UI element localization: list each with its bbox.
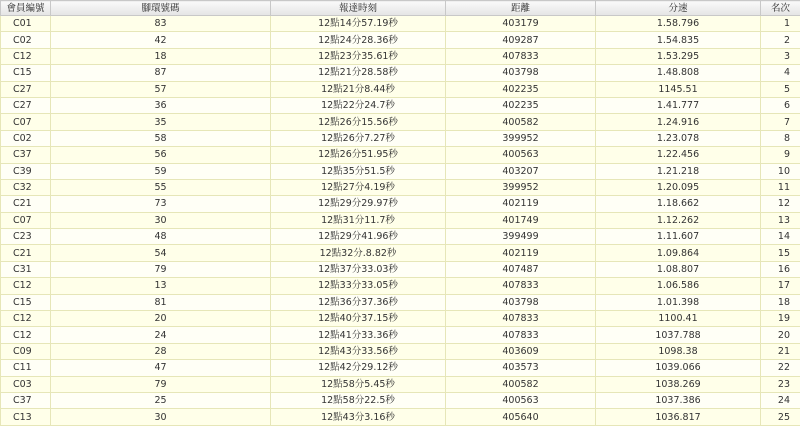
cell-arrival-time: 12點40分37.15秒 xyxy=(271,311,446,327)
cell-arrival-time: 12點22分24.7秒 xyxy=(271,97,446,113)
cell-distance: 402235 xyxy=(446,97,596,113)
cell-speed: 1039.066 xyxy=(596,360,761,376)
cell-member-id: C21 xyxy=(1,196,51,212)
cell-arrival-time: 12點32分.8.82秒 xyxy=(271,245,446,261)
cell-speed: 1.08.807 xyxy=(596,261,761,277)
cell-member-id: C15 xyxy=(1,294,51,310)
cell-speed: 1.22.456 xyxy=(596,147,761,163)
cell-distance: 402235 xyxy=(446,81,596,97)
cell-distance: 403798 xyxy=(446,294,596,310)
cell-speed: 1.11.607 xyxy=(596,229,761,245)
cell-speed: 1.54.835 xyxy=(596,32,761,48)
cell-member-id: C21 xyxy=(1,245,51,261)
cell-rank: 18 xyxy=(761,294,800,310)
table-row[interactable] xyxy=(1,229,800,245)
column-header-rank[interactable]: 名次 xyxy=(761,1,800,16)
cell-arrival-time: 12點42分29.12秒 xyxy=(271,360,446,376)
cell-arrival-time: 12點41分33.36秒 xyxy=(271,327,446,343)
cell-member-id: C27 xyxy=(1,81,51,97)
cell-ring-number: 30 xyxy=(51,409,271,425)
cell-member-id: C12 xyxy=(1,48,51,64)
cell-arrival-time: 12點33分33.05秒 xyxy=(271,278,446,294)
cell-distance: 400563 xyxy=(446,392,596,408)
cell-speed: 1098.38 xyxy=(596,343,761,359)
cell-rank: 3 xyxy=(761,48,800,64)
cell-member-id: C32 xyxy=(1,179,51,195)
cell-member-id: C37 xyxy=(1,147,51,163)
cell-speed: 1145.51 xyxy=(596,81,761,97)
cell-distance: 403798 xyxy=(446,65,596,81)
cell-rank: 22 xyxy=(761,360,800,376)
table-row[interactable] xyxy=(1,261,800,277)
cell-arrival-time: 12點27分4.19秒 xyxy=(271,179,446,195)
cell-ring-number: 30 xyxy=(51,212,271,228)
cell-ring-number: 36 xyxy=(51,97,271,113)
cell-arrival-time: 12點14分57.19秒 xyxy=(271,16,446,32)
cell-distance: 402119 xyxy=(446,196,596,212)
cell-distance: 403573 xyxy=(446,360,596,376)
cell-arrival-time: 12點21分28.58秒 xyxy=(271,65,446,81)
cell-ring-number: 79 xyxy=(51,261,271,277)
cell-rank: 16 xyxy=(761,261,800,277)
cell-speed: 1.09.864 xyxy=(596,245,761,261)
cell-arrival-time: 12點31分11.7秒 xyxy=(271,212,446,228)
cell-ring-number: 59 xyxy=(51,163,271,179)
cell-member-id: C12 xyxy=(1,327,51,343)
cell-speed: 1.01.398 xyxy=(596,294,761,310)
column-header-member-id[interactable]: 會員編號 xyxy=(1,1,51,16)
cell-ring-number: 35 xyxy=(51,114,271,130)
cell-rank: 1 xyxy=(761,16,800,32)
cell-ring-number: 20 xyxy=(51,311,271,327)
table-row[interactable] xyxy=(1,360,800,376)
cell-distance: 407833 xyxy=(446,311,596,327)
cell-distance: 407833 xyxy=(446,327,596,343)
cell-arrival-time: 12點37分33.03秒 xyxy=(271,261,446,277)
cell-ring-number: 81 xyxy=(51,294,271,310)
table-row[interactable] xyxy=(1,130,800,146)
table-row[interactable] xyxy=(1,147,800,163)
cell-distance: 403207 xyxy=(446,163,596,179)
cell-member-id: C13 xyxy=(1,409,51,425)
cell-distance: 403179 xyxy=(446,16,596,32)
cell-arrival-time: 12點23分35.61秒 xyxy=(271,48,446,64)
cell-rank: 25 xyxy=(761,409,800,425)
cell-distance: 400563 xyxy=(446,147,596,163)
cell-speed: 1.18.662 xyxy=(596,196,761,212)
cell-distance: 407833 xyxy=(446,48,596,64)
cell-arrival-time: 12點26分7.27秒 xyxy=(271,130,446,146)
cell-arrival-time: 12點26分15.56秒 xyxy=(271,114,446,130)
cell-rank: 12 xyxy=(761,196,800,212)
cell-rank: 20 xyxy=(761,327,800,343)
cell-member-id: C03 xyxy=(1,376,51,392)
cell-ring-number: 48 xyxy=(51,229,271,245)
table-row[interactable] xyxy=(1,294,800,310)
cell-arrival-time: 12點58分5.45秒 xyxy=(271,376,446,392)
table-row[interactable] xyxy=(1,163,800,179)
cell-distance: 399952 xyxy=(446,130,596,146)
cell-distance: 405640 xyxy=(446,409,596,425)
cell-speed: 1100.41 xyxy=(596,311,761,327)
cell-ring-number: 24 xyxy=(51,327,271,343)
cell-distance: 409287 xyxy=(446,32,596,48)
table-row[interactable] xyxy=(1,327,800,343)
cell-ring-number: 13 xyxy=(51,278,271,294)
cell-rank: 2 xyxy=(761,32,800,48)
table-row[interactable] xyxy=(1,343,800,359)
cell-distance: 399952 xyxy=(446,179,596,195)
cell-member-id: C07 xyxy=(1,212,51,228)
cell-arrival-time: 12點43分33.56秒 xyxy=(271,343,446,359)
table-row[interactable] xyxy=(1,16,800,32)
cell-member-id: C37 xyxy=(1,392,51,408)
cell-ring-number: 79 xyxy=(51,376,271,392)
cell-member-id: C12 xyxy=(1,278,51,294)
cell-member-id: C23 xyxy=(1,229,51,245)
cell-distance: 402119 xyxy=(446,245,596,261)
cell-arrival-time: 12點43分3.16秒 xyxy=(271,409,446,425)
cell-rank: 5 xyxy=(761,81,800,97)
table-row[interactable] xyxy=(1,245,800,261)
cell-rank: 24 xyxy=(761,392,800,408)
cell-distance: 400582 xyxy=(446,376,596,392)
cell-distance: 403609 xyxy=(446,343,596,359)
cell-ring-number: 55 xyxy=(51,179,271,195)
cell-ring-number: 25 xyxy=(51,392,271,408)
cell-speed: 1.58.796 xyxy=(596,16,761,32)
cell-distance: 407487 xyxy=(446,261,596,277)
table-row[interactable] xyxy=(1,32,800,48)
cell-distance: 401749 xyxy=(446,212,596,228)
cell-rank: 9 xyxy=(761,147,800,163)
cell-member-id: C31 xyxy=(1,261,51,277)
table-row[interactable] xyxy=(1,179,800,195)
cell-rank: 14 xyxy=(761,229,800,245)
table-row[interactable] xyxy=(1,114,800,130)
cell-speed: 1.24.916 xyxy=(596,114,761,130)
cell-rank: 8 xyxy=(761,130,800,146)
table-row[interactable] xyxy=(1,409,800,425)
cell-arrival-time: 12點58分22.5秒 xyxy=(271,392,446,408)
cell-distance: 407833 xyxy=(446,278,596,294)
cell-member-id: C01 xyxy=(1,16,51,32)
cell-member-id: C07 xyxy=(1,114,51,130)
column-header-speed[interactable]: 分速 xyxy=(596,1,761,16)
cell-rank: 13 xyxy=(761,212,800,228)
cell-arrival-time: 12點26分51.95秒 xyxy=(271,147,446,163)
table-header xyxy=(1,1,800,16)
cell-speed: 1.21.218 xyxy=(596,163,761,179)
cell-distance: 400582 xyxy=(446,114,596,130)
cell-rank: 11 xyxy=(761,179,800,195)
cell-member-id: C15 xyxy=(1,65,51,81)
cell-ring-number: 42 xyxy=(51,32,271,48)
cell-ring-number: 28 xyxy=(51,343,271,359)
cell-ring-number: 87 xyxy=(51,65,271,81)
cell-speed: 1037.788 xyxy=(596,327,761,343)
table-row[interactable] xyxy=(1,97,800,113)
cell-speed: 1.20.095 xyxy=(596,179,761,195)
table-row[interactable] xyxy=(1,392,800,408)
table-row[interactable] xyxy=(1,48,800,64)
cell-arrival-time: 12點21分8.44秒 xyxy=(271,81,446,97)
cell-rank: 19 xyxy=(761,311,800,327)
table-row[interactable] xyxy=(1,278,800,294)
cell-speed: 1.12.262 xyxy=(596,212,761,228)
header-row xyxy=(1,1,800,16)
table-row[interactable] xyxy=(1,311,800,327)
cell-member-id: C09 xyxy=(1,343,51,359)
cell-rank: 4 xyxy=(761,65,800,81)
table-row[interactable] xyxy=(1,376,800,392)
cell-arrival-time: 12點35分51.5秒 xyxy=(271,163,446,179)
cell-arrival-time: 12點29分41.96秒 xyxy=(271,229,446,245)
cell-member-id: C39 xyxy=(1,163,51,179)
column-header-distance[interactable]: 距離 xyxy=(446,1,596,16)
cell-arrival-time: 12點29分29.97秒 xyxy=(271,196,446,212)
cell-rank: 23 xyxy=(761,376,800,392)
cell-speed: 1.48.808 xyxy=(596,65,761,81)
table-body xyxy=(1,16,800,426)
table-row[interactable] xyxy=(1,65,800,81)
cell-distance: 399499 xyxy=(446,229,596,245)
cell-speed: 1.53.295 xyxy=(596,48,761,64)
cell-ring-number: 83 xyxy=(51,16,271,32)
column-header-arrival-time[interactable]: 報達時刻 xyxy=(271,1,446,16)
cell-rank: 17 xyxy=(761,278,800,294)
cell-ring-number: 18 xyxy=(51,48,271,64)
cell-speed: 1.41.777 xyxy=(596,97,761,113)
cell-ring-number: 57 xyxy=(51,81,271,97)
cell-ring-number: 54 xyxy=(51,245,271,261)
cell-ring-number: 58 xyxy=(51,130,271,146)
cell-speed: 1.06.586 xyxy=(596,278,761,294)
column-header-ring-number[interactable]: 腳環號碼 xyxy=(51,1,271,16)
cell-member-id: C27 xyxy=(1,97,51,113)
table-row[interactable] xyxy=(1,196,800,212)
cell-speed: 1037.386 xyxy=(596,392,761,408)
cell-rank: 7 xyxy=(761,114,800,130)
cell-arrival-time: 12點24分28.36秒 xyxy=(271,32,446,48)
cell-ring-number: 73 xyxy=(51,196,271,212)
cell-rank: 10 xyxy=(761,163,800,179)
cell-arrival-time: 12點36分37.36秒 xyxy=(271,294,446,310)
cell-speed: 1038.269 xyxy=(596,376,761,392)
cell-member-id: C11 xyxy=(1,360,51,376)
cell-ring-number: 47 xyxy=(51,360,271,376)
cell-rank: 15 xyxy=(761,245,800,261)
cell-speed: 1036.817 xyxy=(596,409,761,425)
cell-member-id: C02 xyxy=(1,32,51,48)
cell-rank: 6 xyxy=(761,97,800,113)
table-row[interactable] xyxy=(1,81,800,97)
cell-ring-number: 56 xyxy=(51,147,271,163)
cell-speed: 1.23.078 xyxy=(596,130,761,146)
cell-rank: 21 xyxy=(761,343,800,359)
table-row[interactable] xyxy=(1,212,800,228)
cell-member-id: C02 xyxy=(1,130,51,146)
cell-member-id: C12 xyxy=(1,311,51,327)
